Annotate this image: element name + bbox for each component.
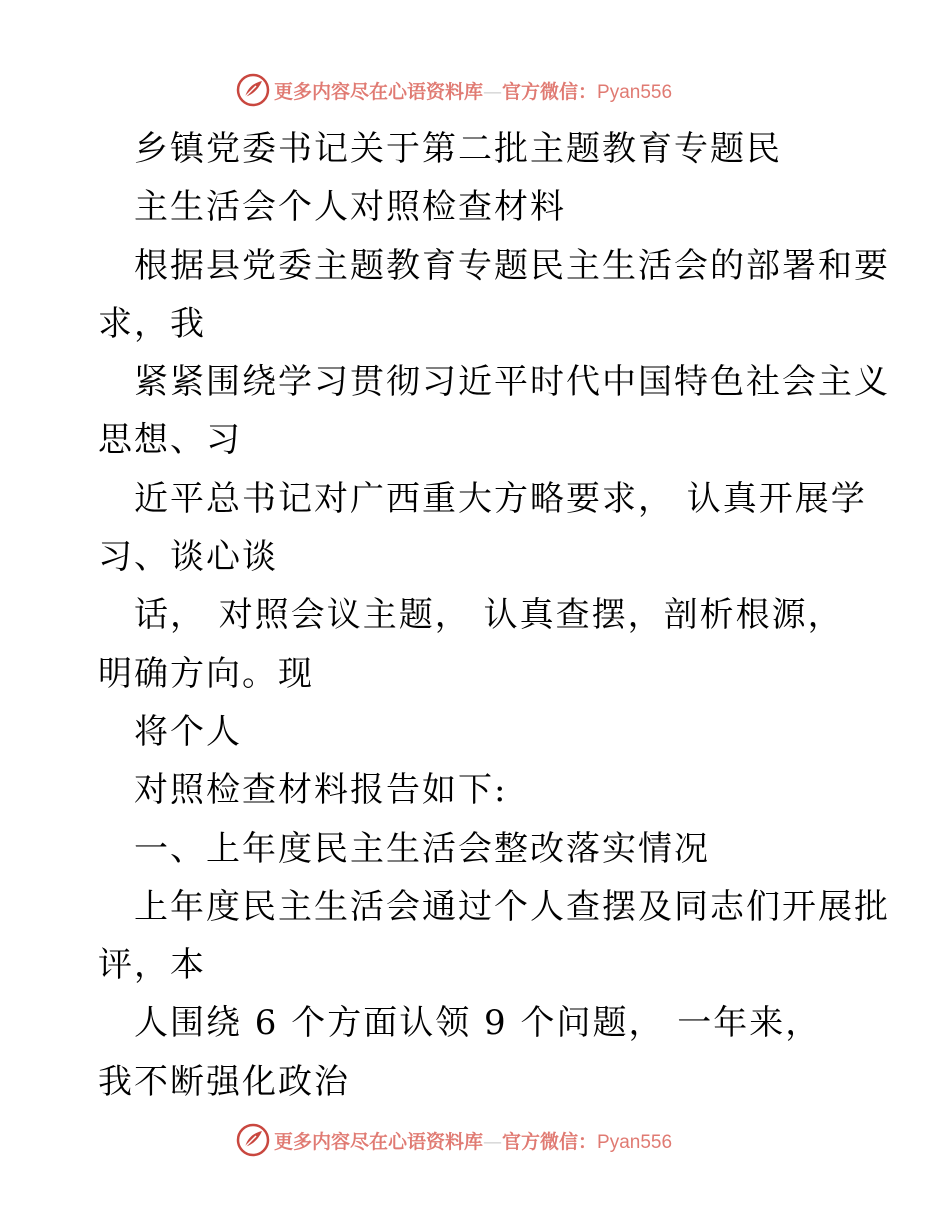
watermark-contact-id: Pyan556 [597, 81, 673, 103]
paragraph-line: 我不断强化政治 [98, 1061, 350, 1102]
watermark-contact-id: Pyan556 [597, 1131, 673, 1153]
paragraph-line: 将个人 [134, 711, 242, 752]
leaf-pen-logo-icon [236, 1123, 270, 1157]
watermark-separator: — [483, 1130, 503, 1153]
watermark-brand: 更多内容尽在心语资料库 [274, 1130, 484, 1153]
footer-watermark [236, 1122, 672, 1158]
paragraph-line: 上年度民主生活会通过个人查摆及同志们开展批 [134, 886, 890, 927]
watermark-contact-label: 官方微信： [502, 1130, 598, 1153]
paragraph-line: 明确方向。现 [98, 653, 314, 694]
watermark-brand: 更多内容尽在心语资料库 [274, 80, 484, 103]
watermark-separator: — [483, 80, 503, 103]
paragraph-line: 习、谈心谈 [98, 537, 278, 578]
paragraph-line: 求，我 [98, 303, 206, 344]
title-line-1: 乡镇党委书记关于第二批主题教育专题民 [134, 129, 782, 169]
paragraph-line: 对照检查材料报告如下: [134, 770, 508, 811]
leaf-pen-logo-icon [236, 73, 270, 107]
paragraph-line: 近平总书记对广西重大方略要求， 认真开展学 [134, 478, 867, 519]
paragraph-line: 紧紧围绕学习贯彻习近平时代中国特色社会主义 [134, 362, 890, 403]
paragraph-line: 评，本 [98, 945, 206, 986]
section-heading: 一、上年度民主生活会整改落实情况 [134, 828, 710, 869]
title-line-2: 主生活会个人对照检查材料 [134, 187, 566, 228]
document-body [98, 120, 890, 1111]
watermark-contact-label: 官方微信： [502, 80, 598, 103]
header-watermark [236, 72, 672, 108]
watermark-text [274, 77, 672, 104]
paragraph-line: 根据县党委主题教育专题民主生活会的部署和要 [134, 245, 890, 286]
paragraph-line: 思想、习 [98, 420, 242, 461]
watermark-text [274, 1127, 672, 1154]
paragraph-line: 人围绕 6 个方面认领 9 个问题， 一年来， [134, 1003, 822, 1044]
paragraph-line: 话， 对照会议主题， 认真查摆，剖析根源， [134, 595, 844, 636]
